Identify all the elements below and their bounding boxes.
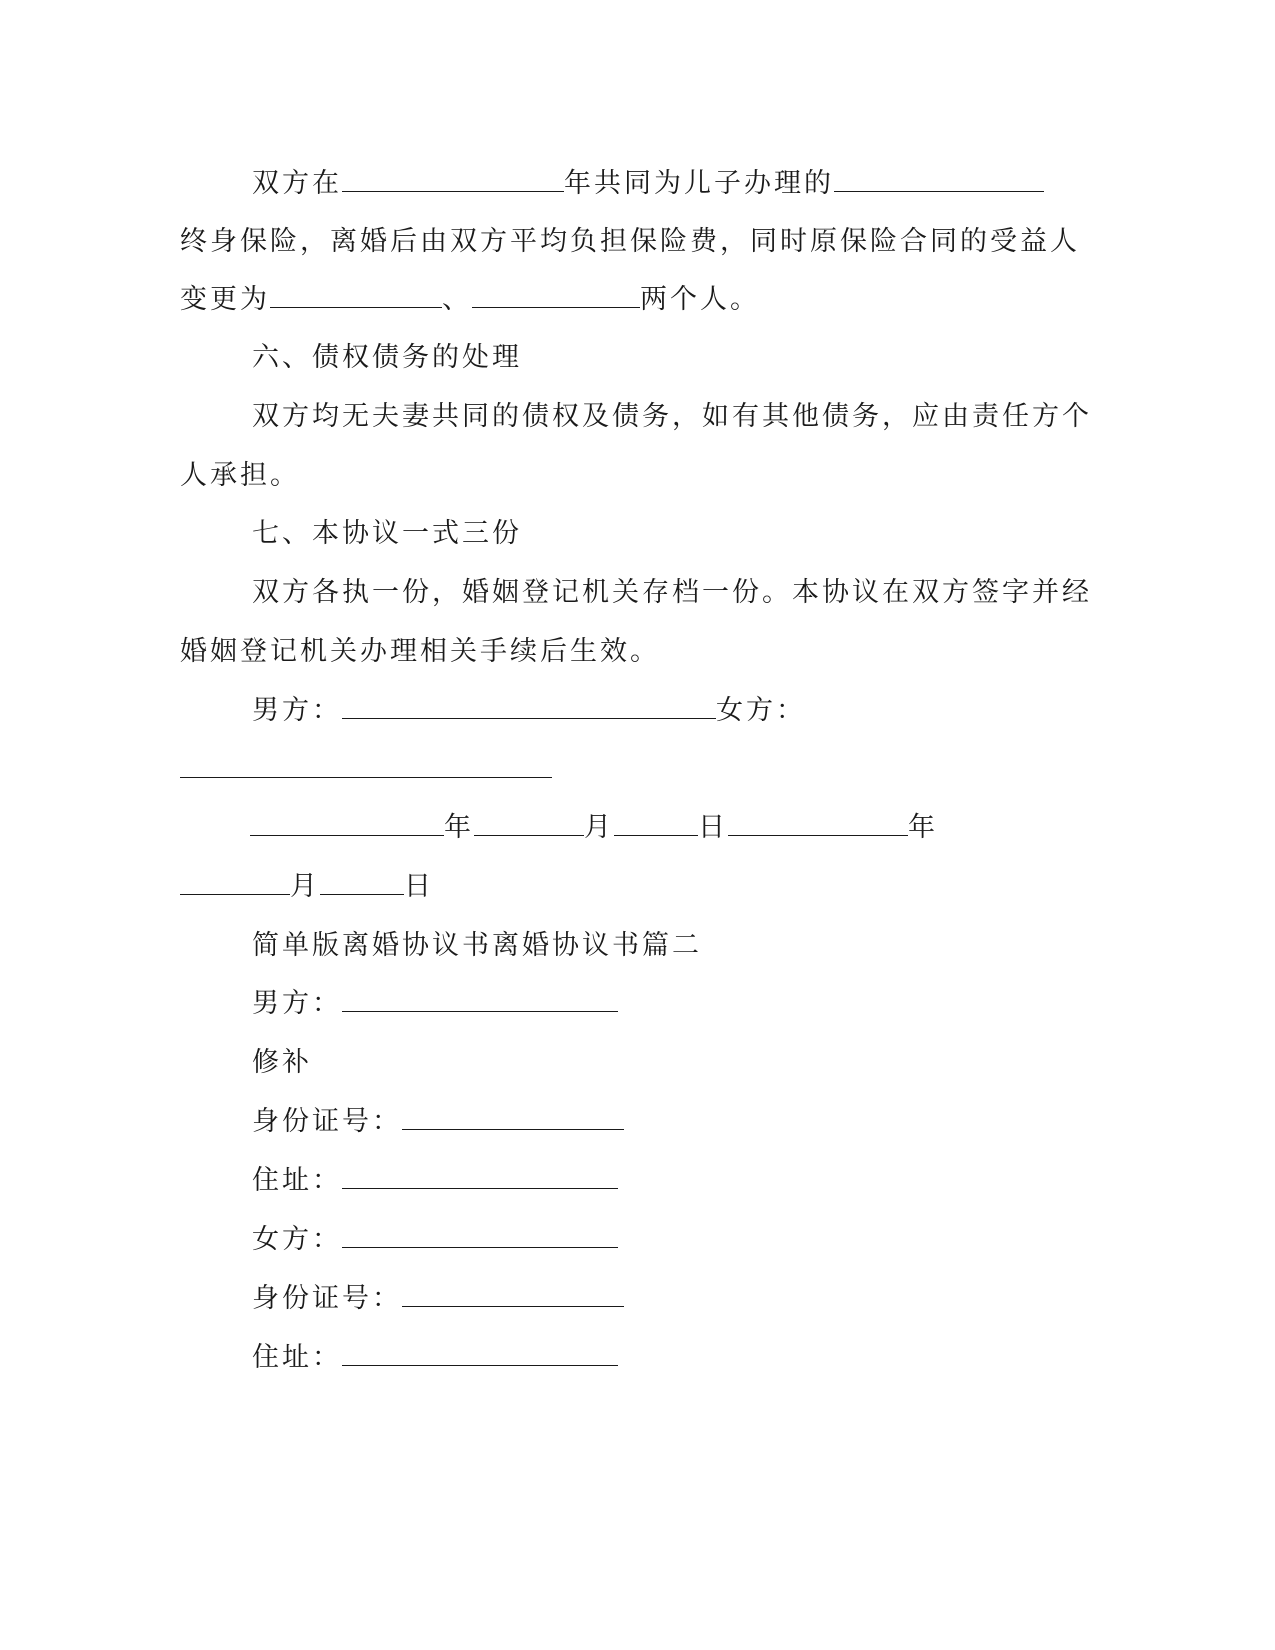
section-7-heading: 七、本协议一式三份 [252, 518, 522, 549]
part-2-female-address-field[interactable] [342, 1341, 618, 1366]
part-2-male-id-label: 身份证号： [252, 1106, 402, 1137]
male-date-month-field[interactable] [474, 811, 584, 836]
part-2-male-address-label: 住址： [252, 1165, 342, 1196]
insurance-prefix: 双方在 [252, 168, 342, 199]
male-date-day-field[interactable] [614, 811, 698, 836]
section-6-paragraph-1: 双方均无夫妻共同的债权及债务，如有其他债务，应由责任方个 [252, 401, 1092, 432]
signature-line [252, 693, 806, 729]
section-6-paragraph-2: 人承担。 [180, 460, 300, 491]
female-date-year-label: 年 [908, 812, 938, 843]
part-2-female-id-line [252, 1281, 624, 1317]
part-2-female-address-label: 住址： [252, 1342, 342, 1373]
part-2-note: 修补 [252, 1047, 312, 1078]
part-2-female-id-label: 身份证号： [252, 1283, 402, 1314]
male-signature-field[interactable] [342, 694, 716, 719]
date-line-2 [180, 869, 434, 905]
section-7-paragraph-1: 双方各执一份，婚姻登记机关存档一份。本协议在双方签字并经 [252, 577, 1092, 608]
beneficiary-separator: 、 [442, 284, 472, 315]
part-2-female-label: 女方： [252, 1224, 342, 1255]
insurance-line-2: 终身保险，离婚后由双方平均负担保险费，同时原保险合同的受益人 [180, 226, 1080, 257]
part-2-female-id-field[interactable] [402, 1282, 624, 1307]
female-signature-field[interactable] [180, 753, 552, 778]
section-7-paragraph-2: 婚姻登记机关办理相关手续后生效。 [180, 636, 660, 667]
insurance-line-1 [252, 166, 1044, 202]
insurance-type-field[interactable] [834, 167, 1044, 192]
part-2-title: 简单版离婚协议书离婚协议书篇二 [252, 930, 702, 961]
female-signature-line [180, 752, 552, 788]
part-2-female-line [252, 1222, 618, 1258]
part-2-male-label: 男方： [252, 988, 342, 1019]
part-2-male-id-field[interactable] [402, 1105, 624, 1130]
insurance-line-3 [180, 282, 760, 318]
female-date-year-field[interactable] [728, 811, 908, 836]
beneficiary-prefix: 变更为 [180, 284, 270, 315]
part-2-male-line [252, 986, 618, 1022]
beneficiary-1-field[interactable] [270, 283, 442, 308]
part-2-male-id-line [252, 1104, 624, 1140]
beneficiary-2-field[interactable] [472, 283, 640, 308]
date-line-1 [250, 810, 938, 846]
male-date-year-field[interactable] [250, 811, 444, 836]
female-date-day-label: 日 [404, 871, 434, 902]
male-date-month-label: 月 [584, 812, 614, 843]
part-2-female-address-line [252, 1340, 618, 1376]
female-date-month-label: 月 [290, 871, 320, 902]
part-2-male-field[interactable] [342, 987, 618, 1012]
insurance-middle: 年共同为儿子办理的 [564, 168, 834, 199]
male-signature-label: 男方： [252, 695, 342, 726]
female-date-day-field[interactable] [320, 870, 404, 895]
insurance-year-field[interactable] [342, 167, 564, 192]
beneficiary-suffix: 两个人。 [640, 284, 760, 315]
part-2-male-address-field[interactable] [342, 1164, 618, 1189]
female-date-month-field[interactable] [180, 870, 290, 895]
male-date-year-label: 年 [444, 812, 474, 843]
part-2-female-field[interactable] [342, 1223, 618, 1248]
male-date-day-label: 日 [698, 812, 728, 843]
part-2-male-address-line [252, 1163, 618, 1199]
section-6-heading: 六、债权债务的处理 [252, 342, 522, 373]
female-signature-label: 女方： [716, 695, 806, 726]
